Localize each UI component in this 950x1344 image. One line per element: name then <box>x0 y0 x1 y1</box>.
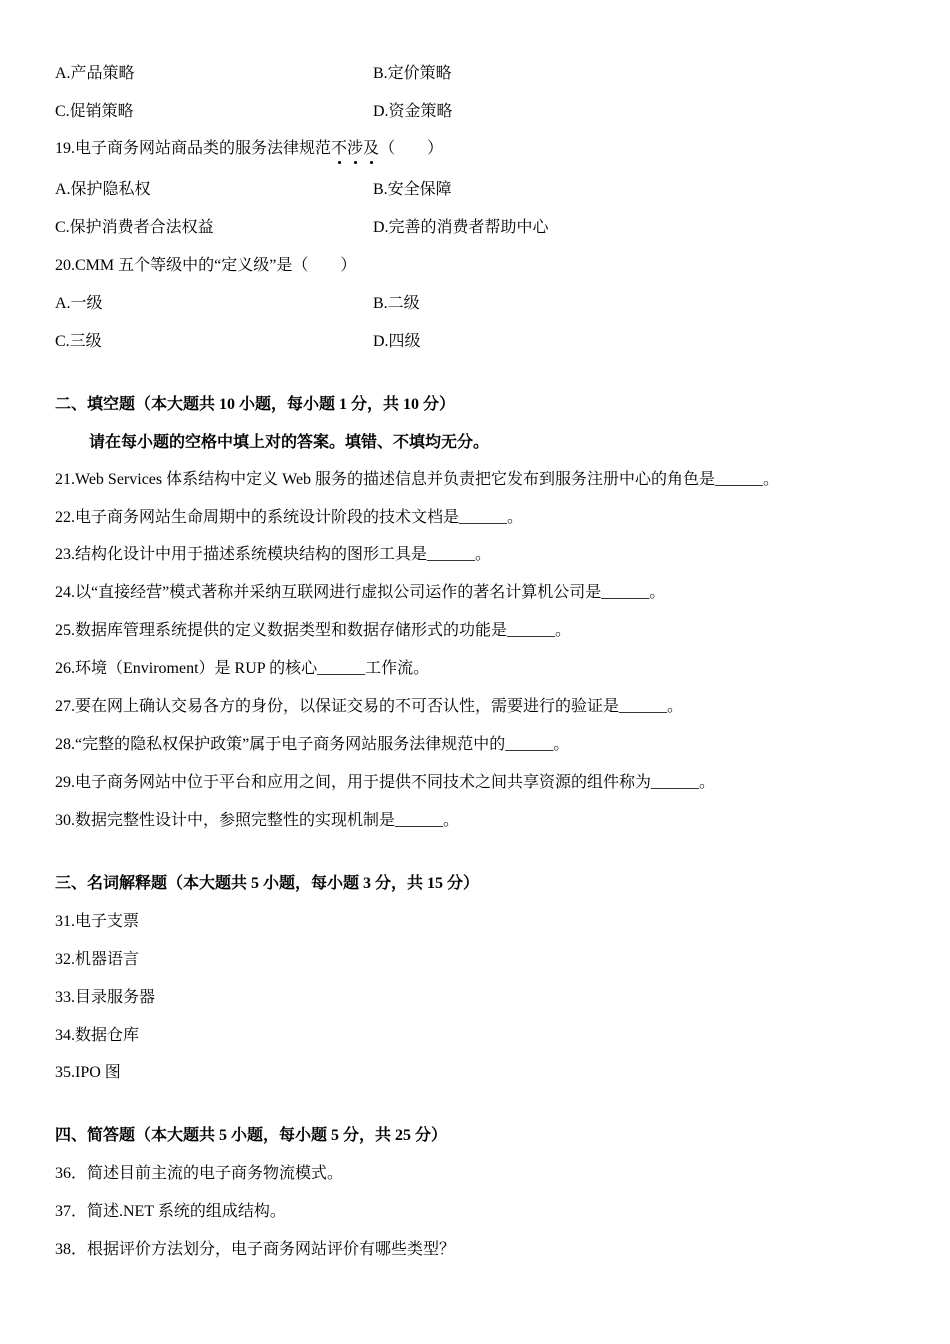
q20-stem: 20.CMM 五个等级中的“定义级”是（ ） <box>55 257 357 274</box>
q20-option-a: A.一级 <box>55 295 103 312</box>
fill-question: 28.“完整的隐私权保护政策”属于电子商务网站服务法律规范中的______。 <box>55 736 570 753</box>
fill-question: 26.环境（Enviroment）是 RUP 的核心______工作流。 <box>55 660 430 677</box>
section2-instruction: 请在每小题的空格中填上对的答案。填错、不填均无分。 <box>89 434 490 451</box>
fill-question: 23.结构化设计中用于描述系统模块结构的图形工具是______。 <box>55 546 492 563</box>
q19-option-d: D.完善的消费者帮助中心 <box>373 219 549 236</box>
section4-heading: 四、简答题（本大题共 5 小题，每小题 5 分，共 25 分） <box>55 1127 448 1144</box>
term-question: 31.电子支票 <box>55 913 140 930</box>
q18-option-a: A.产品策略 <box>55 65 135 82</box>
short-answer-question: 37．简述.NET 系统的组成结构。 <box>55 1203 286 1220</box>
short-answer-question: 38．根据评价方法划分，电子商务网站评价有哪些类型？ <box>55 1241 456 1258</box>
q19-emphasis-char: 不 <box>331 140 348 157</box>
q19-stem-after: （ ） <box>379 140 444 157</box>
term-question: 33.目录服务器 <box>55 989 156 1006</box>
q19-option-b: B.安全保障 <box>373 181 452 198</box>
q18-option-c: C.促销策略 <box>55 103 134 120</box>
q19-emphasis-char: 涉 <box>347 140 364 157</box>
q19-option-a: A.保护隐私权 <box>55 181 151 198</box>
q20-option-d: D.四级 <box>373 333 421 350</box>
q18-option-d: D.资金策略 <box>373 103 453 120</box>
q19-stem <box>55 139 443 159</box>
q19-stem-before: 19.电子商务网站商品类的服务法律规范 <box>55 140 332 157</box>
q19-option-c: C.保护消费者合法权益 <box>55 219 214 236</box>
fill-question: 29.电子商务网站中位于平台和应用之间，用于提供不同技术之间共享资源的组件称为______。 <box>55 774 716 791</box>
fill-question: 22.电子商务网站生命周期中的系统设计阶段的技术文档是______。 <box>55 509 524 526</box>
term-question: 35.IPO 图 <box>55 1064 121 1081</box>
q19-emphasis-char: 及 <box>363 140 380 157</box>
section3-heading: 三、名词解释题（本大题共 5 小题，每小题 3 分，共 15 分） <box>55 875 480 892</box>
q18-option-b: B.定价策略 <box>373 65 452 82</box>
fill-question: 25.数据库管理系统提供的定义数据类型和数据存储形式的功能是______。 <box>55 622 572 639</box>
fill-question: 24.以“直接经营”模式著称并采纳互联网进行虚拟公司运作的著名计算机公司是______。 <box>55 584 666 601</box>
section2-heading: 二、填空题（本大题共 10 小题，每小题 1 分，共 10 分） <box>55 396 456 413</box>
q20-option-c: C.三级 <box>55 333 102 350</box>
q20-option-b: B.二级 <box>373 295 420 312</box>
fill-question: 21.Web Services 体系结构中定义 Web 服务的描述信息并负责把它发布到服务注册中心的角色是______。 <box>55 471 780 488</box>
fill-question: 27.要在网上确认交易各方的身份，以保证交易的不可否认性，需要进行的验证是______。 <box>55 698 684 715</box>
term-question: 34.数据仓库 <box>55 1027 140 1044</box>
fill-question: 30.数据完整性设计中，参照完整性的实现机制是______。 <box>55 812 460 829</box>
short-answer-question: 36．简述目前主流的电子商务物流模式。 <box>55 1165 344 1182</box>
term-question: 32.机器语言 <box>55 951 140 968</box>
